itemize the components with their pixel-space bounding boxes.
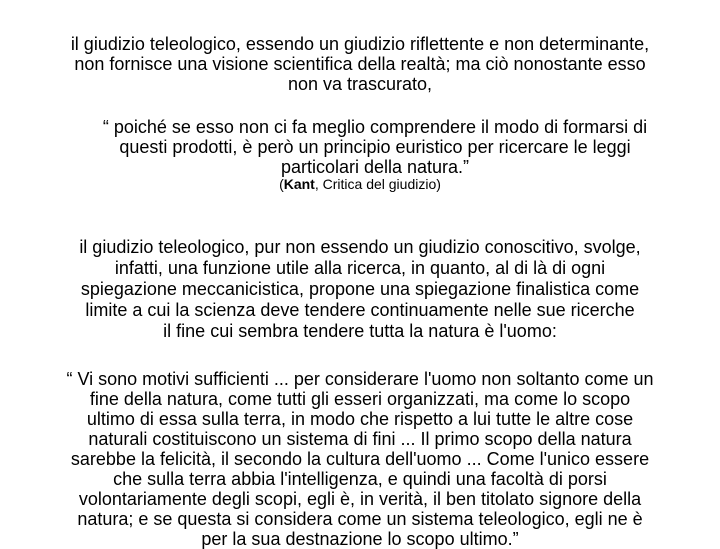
intro-line-3: non va trascurato,: [287, 74, 433, 94]
final-quote-line-8: natura; e se questa si considera come un sistema teleologico, egli ne è: [77, 509, 643, 529]
kant-quote-line-1: “ poiché se esso non ci fa meglio comprendere il modo di formarsi di: [102, 117, 648, 137]
final-quote-line-4: naturali costituiscono un sistema di fini ... Il primo scopo della natura: [88, 429, 632, 449]
kant-quote: [40, 117, 710, 177]
final-quote: [0, 369, 720, 549]
intro-paragraph: [20, 34, 700, 94]
final-quote-line-7: volontariamente degli scopi, egli è, in verità, il ben titolato signore della: [78, 489, 642, 509]
citation-author: Kant: [283, 176, 315, 192]
intro-line-1: il giudizio teleologico, essendo un giudizio riflettente e non determinante,: [70, 34, 650, 54]
explanation-line-4: limite a cui la scienza deve tendere continuamente nelle sue ricerche: [85, 300, 635, 320]
final-quote-line-2: fine della natura, come tutti gli esseri organizzati, ma come lo scopo: [89, 389, 631, 409]
final-quote-line-1: “ Vi sono motivi sufficienti ... per considerare l'uomo non soltanto come un: [66, 369, 654, 389]
explanation-line-1: il giudizio teleologico, pur non essendo un giudizio conoscitivo, svolge,: [79, 237, 641, 257]
citation-work: , Critica del giudizio): [314, 176, 441, 192]
kant-quote-line-2: questi prodotti, è però un principio euristico per ricercare le leggi: [119, 137, 631, 157]
final-quote-line-3: ultimo di essa sulla terra, in modo che rispetto a lui tutte le altre cose: [86, 409, 634, 429]
final-quote-line-5: sarebbe la felicità, il secondo la cultura dell'uomo ... Come l'unico essere: [70, 449, 650, 469]
explanation-paragraph: [0, 237, 720, 342]
kant-quote-line-3: particolari della natura.”: [280, 157, 470, 177]
final-quote-line-6: che sulla terra abbia l'intelligenza, e quindi una facoltà di porsi: [113, 469, 607, 489]
citation-open: (: [279, 176, 284, 192]
explanation-line-2: infatti, una funzione utile alla ricerca, in quanto, al di là di ogni: [114, 258, 606, 278]
explanation-line-5: il fine cui sembra tendere tutta la natura è l'uomo:: [163, 321, 557, 341]
intro-line-2: non fornisce una visione scientifica della realtà; ma ciò nonostante esso: [74, 54, 646, 74]
citation: [0, 175, 720, 193]
final-quote-line-9: per la sua destnazione lo scopo ultimo.”: [201, 529, 519, 549]
explanation-line-3: spiegazione meccanicistica, propone una spiegazione finalistica come: [80, 279, 640, 299]
